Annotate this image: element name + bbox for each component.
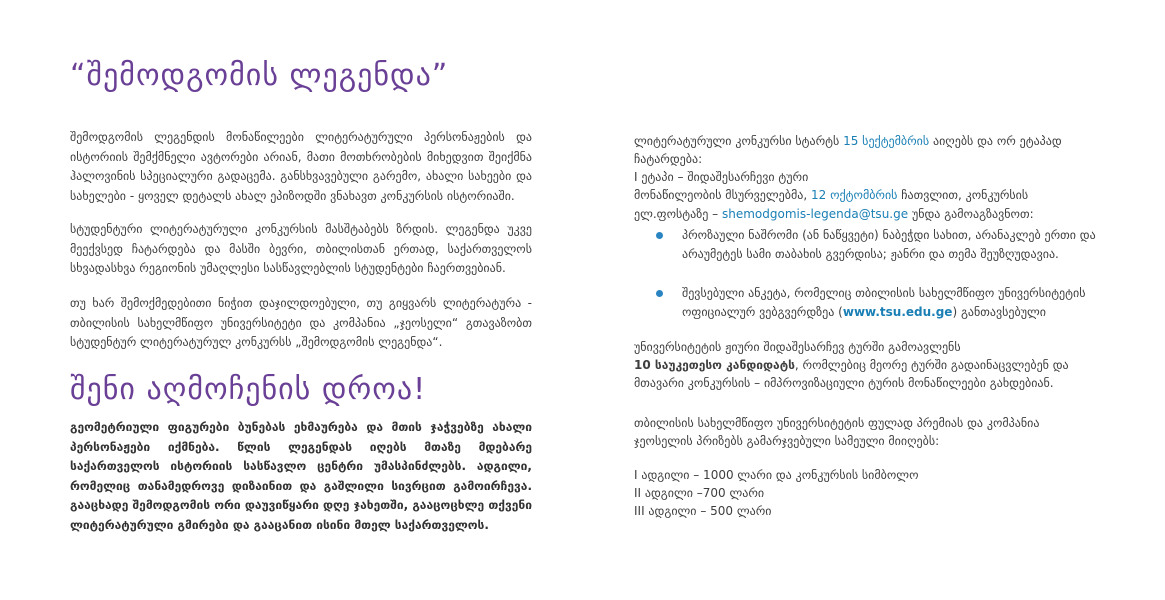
scope-paragraph: სტუდენტური ლიტერატურული კონკურსის მასშტაბებს ზრდის. ლეგენდა უკვე მეექვსედ ჩატარდება და მასში ბევრი, თბილისთან ერთად, საქართველოს სხვადასხვა რეგიონის უმაღლესი სასწავლებლის სტუდენტები ჩაერთვებიან. [70,222,532,275]
candidates-count: 10 საუკეთესო კანდიდატს [634,358,795,372]
finalists-line: მთავარი კონკურსის – იმპროვიზაციული ტურის მონაწილეები გახდებიან. [634,376,1054,390]
prize-intro-line-2: ჯეოსელის პრიზებს გამარჯვებული სამეული მიიღებს: [634,434,940,448]
start-line: ლიტერატურული კონკურსი სტარტს 15 სექტემბრის აიღებს და ორ ეტაპად [634,134,1062,148]
contact-email-link[interactable]: shemodgomis-legenda@tsu.ge [721,207,909,221]
deadline-line: მონაწილეობის მსურველებმა, 12 ოქტომბრის ჩათვლით, კონკურსის [634,188,1029,202]
stage-one-line: I ეტაპი – შიდაშესარჩევი ტური [634,170,809,184]
candidates-line: 10 საუკეთესო კანდიდატს, რომლებიც მეორე ტურში გადაინაცვლებენ და [634,358,1069,372]
bullet-icon [656,290,663,297]
email-line: ელ.ფოსტაზე – shemodgomis-legenda@tsu.ge უნდა გამოაგზავნოთ: [634,207,1034,221]
deadline-date: 12 ოქტომბრის [810,188,898,202]
website-link[interactable]: www.tsu.edu.ge [842,305,953,319]
jury-line: უნივერსიტეტის ჟიური შიდაშესარჩევ ტურში გამოავლენს [634,340,961,354]
prize-second: II ადგილი –700 ლარი [634,486,765,500]
start-date: 15 სექტემბრის [843,134,930,148]
list-item: შევსებული ანკეტა, რომელიც თბილისის სახელმწიფო უნივერსიტეტის ოფიციალურ ვებგვერდზეა (www.tsu.edu.ge) განთავსებული [656,284,1098,322]
invitation-paragraph: თუ ხარ შემოქმედებითი ნიჭით დაჯილდოებული, თუ გიყვარს ლიტერატურა - თბილისის სახელმწიფო უნივერსიტეტი და კომპანია „ჯეოსელი“ გთავაზობთ სტუდენტურ ლიტერატურულ კონკურსს „შემოდგომის ლეგენდა“. [70,296,532,349]
stages-line: ჩატარდება: [634,152,703,166]
intro-paragraph: შემოდგომის ლეგენდის მონაწილეები ლიტერატურული პერსონაჟების და ისტორიის შემქმნელი ავტორები არიან, მათი მოთხრობების მიხედვით შეიქმნა ჰალოვინის სპეციალური გადაცემა. განსხვავებული გარემო, ახალი სახეები და სახელები - ყოველ დეტალს ახალ ეპიზოდში ვნახავთ კონკურსის ისტორიაში. [70,130,532,203]
page-title: “შემოდგომის ლეგენდა” [70,58,449,93]
bullet-icon [656,232,663,239]
prize-third: III ადგილი – 500 ლარი [634,504,772,518]
section-heading: შენი აღმოჩენის დროა! [70,372,427,407]
prize-first: I ადგილი – 1000 ლარი და კონკურსის სიმბოლო [634,468,919,482]
list-item: პროზაული ნაშრომი (ან ნაწყვეტი) ნაბეჭდი სახით, არანაკლებ ერთი და არაუმეტეს სამი თაბახის გვერდისა; ჟანრი და თემა შეუზღუდავია. [656,226,1098,264]
venue-paragraph: გეომეტრიული ფიგურები ბუნებას ეხმაურება და მთის ჯაჭვებზე ახალი პერსონაჟები იქმნება. წლის ლეგენდას იღებს მთაზე მდებარე საქართველოს ისტორიის სასწავლო ცენტრი უმასპინძლებს. ადგილი, რომელიც თანამედროვე დიზაინით და გაშლილი სივრცით გამოირჩევა. გააცხადე შემოდგომის ორი დაუვიწყარი დღე ჯახეთში, გააცოცხლე თქვენი ლიტერატურული გმირები და გააცანით ისინი მთელ საქართველოს. [70,420,532,532]
prize-intro-line: თბილისის სახელმწიფო უნივერსიტეტის ფულად პრემიას და კომპანია [634,416,1040,430]
